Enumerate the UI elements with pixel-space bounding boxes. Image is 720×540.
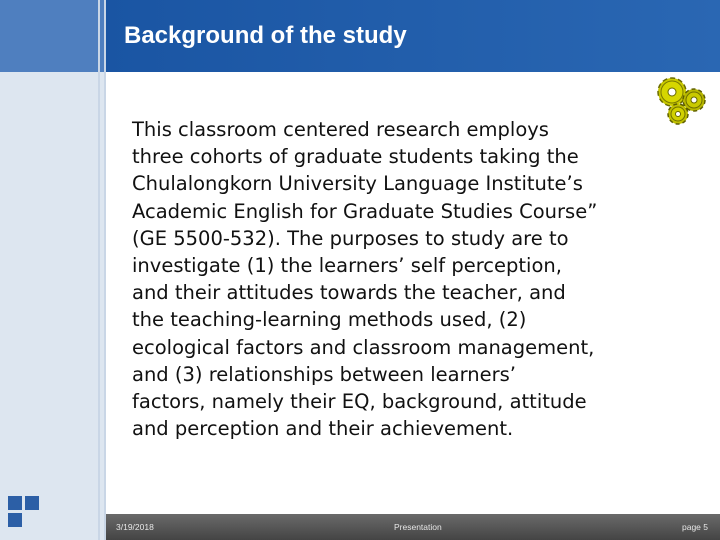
divider-line xyxy=(98,0,100,540)
slide-title: Background of the study xyxy=(124,22,407,49)
gear-large xyxy=(658,78,686,106)
title-bar xyxy=(106,0,720,72)
logo-squares-icon xyxy=(8,496,42,530)
body-paragraph: This classroom centered research employs three cohorts of graduate students taking the Chulalongkorn University Language Institute’s Academic English for Graduate Studies Course” (GE 5500-532). The purposes to study are to investigate (1) the learners’ self perception, and their attitudes towards the teacher, and the teaching-learning methods used, (2) ecological factors and classroom management, and (3) relationships between learners’ factors, namely their EQ, background, attitude and perception and their achievement. xyxy=(132,118,598,441)
footer-page-number: page 5 xyxy=(682,522,708,532)
left-panel xyxy=(0,0,104,540)
footer-title: Presentation xyxy=(394,522,442,532)
gear-medium xyxy=(683,89,705,111)
divider-line xyxy=(104,0,106,540)
footer-date: 3/19/2018 xyxy=(116,522,154,532)
left-panel-header-block xyxy=(0,0,104,72)
footer-bar xyxy=(106,514,720,540)
